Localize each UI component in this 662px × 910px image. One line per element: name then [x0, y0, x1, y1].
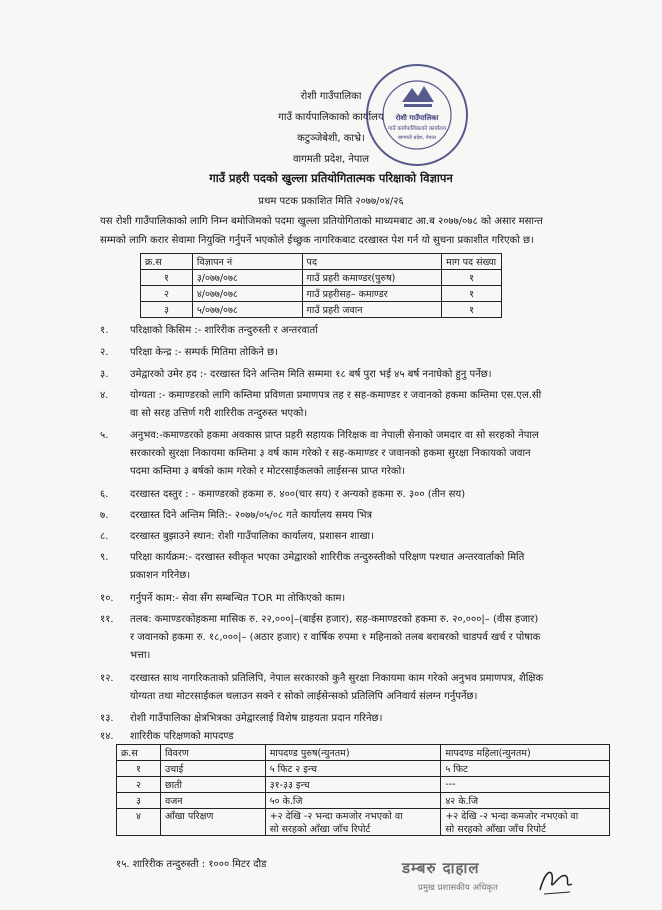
item-line: अनुभव:-कमाण्डरको हकमा अवकास प्राप्त प्रहरी सहायक निरिक्षक वा नेपाली सेनाको जमदार वा सो सरहको नेपाल	[130, 430, 539, 441]
signatory-name: डम्बरु दाहाल	[402, 859, 480, 877]
item-line: भत्ता।	[130, 650, 151, 661]
seal-text-3: बागमती प्रदेश, नेपाल	[397, 135, 437, 141]
cell-line: +२ देखि -२ भन्दा कमजोर नभएको वा	[269, 811, 403, 822]
table-cell: आँखा परिक्षण	[160, 809, 265, 836]
table-cell	[265, 809, 441, 836]
publish-date: प्रथम पटक प्रकाशित मिति २०७७/०४/२६	[258, 196, 404, 207]
item-line: रोशी गाउँपालिका क्षेत्रभित्रका उमेद्वारलाई विशेष ग्राहयता प्रदान गरिनेछ।	[130, 713, 383, 724]
fitness-table	[116, 744, 610, 836]
notice-title: गाउँ प्रहरी पदको खुल्ला प्रतियोगितात्मक परिक्षाको विज्ञापन	[209, 171, 453, 185]
table-cell: ५/०७७/०७८	[192, 302, 302, 318]
table-cell: १	[442, 302, 502, 318]
table-row	[117, 793, 610, 809]
item-line: परिक्षा कार्यक्रम:- दरखास्त स्वीकृत भएका उमेद्वारको शारिरीक तन्दुरुस्तीको परिक्षण पश्चात अन्तरवार्ताको मिति	[130, 552, 525, 563]
table-cell: ४	[117, 809, 161, 836]
post-table	[140, 253, 502, 318]
table-cell: ३१-३३ इन्च	[265, 777, 441, 793]
table-cell: वजन	[160, 793, 265, 809]
item-number: ७.	[100, 510, 109, 521]
table-cell: उचाई	[160, 761, 265, 777]
table-row	[117, 777, 610, 793]
item-number: ९.	[100, 552, 109, 563]
intro-paragraph	[100, 212, 645, 250]
table-cell: २	[141, 286, 193, 302]
post-header-cell: विज्ञापन नं	[192, 254, 302, 270]
table-cell: ४२ के.जि	[441, 793, 610, 809]
fitness-header-cell: मापदण्ड पुरुष(न्युनतम)	[265, 745, 441, 761]
item-line: योग्यता तथा मोटरसाईकल चलाउन सक्ने र सोको लाईसेन्सको प्रतिलिपि अनिवार्य संलग्न गर्नुपर्नेछ।	[130, 691, 478, 702]
fitness-header-cell: मापदण्ड महिला(न्युनतम)	[441, 745, 610, 761]
item-number: ६.	[100, 489, 109, 500]
item-number: ११.	[100, 614, 114, 625]
table-cell	[441, 809, 610, 836]
footer-item-text: १५. शारिरीक तन्दुरुस्ती : १००० मिटर दौड	[116, 859, 267, 870]
item-line: प्रकाशन गरिनेछ।	[130, 570, 191, 581]
intro-line-1: यस रोशी गाउँपालिकाको लागि निम्न बमोजिमको पदमा खुल्ला प्रतियोगिताको माध्यमबाट आ.ब २०७७/०७८ को असार मसान्त	[100, 216, 543, 227]
item-number: ३.	[100, 369, 109, 380]
item-line: र जवानको हकमा रु. १८,०००|– (अठार हजार) र वार्षिक रुपमा १ महिनाको तलब बराबरको चाडपर्व खर्च र पोषाक	[130, 632, 541, 643]
table-cell: ५ फिट	[441, 761, 610, 777]
table-row	[117, 761, 610, 777]
table-row	[141, 286, 502, 302]
table-cell: १	[442, 286, 502, 302]
fitness-header-cell: क्र.स	[117, 745, 161, 761]
item-line: परिक्षा केन्द्र :- सम्पर्क मितिमा तोकिने छ।	[130, 347, 278, 358]
table-cell: ३	[141, 302, 193, 318]
table-cell: गाउँ प्रहरी कमाण्डर(पुरुष)	[302, 270, 442, 286]
table-cell: १	[141, 270, 193, 286]
item-line: योग्यता :- कमाण्डरको लागि कम्तिमा प्रविणता प्रमाणपत्र तह र सह-कमाण्डर र जवानको हकमा कम्तिमा एस.एल.सी	[130, 390, 542, 401]
table-cell: ४/०७७/०७८	[192, 286, 302, 302]
post-header-cell: पद	[302, 254, 442, 270]
item-number: १२.	[100, 673, 114, 684]
table-cell: छाती	[160, 777, 265, 793]
fitness-table-header	[117, 745, 610, 761]
cell-line: सो सरहको आँखा जाँच रिपोर्ट	[269, 824, 371, 835]
table-cell: गाउँ प्रहरीसह– कमाण्डर	[302, 286, 442, 302]
table-row	[141, 270, 502, 286]
post-header-cell: क्र.स	[141, 254, 193, 270]
table-row	[117, 809, 610, 836]
item-line: दरखास्त साथ नागरिकताको प्रतिलिपि, नेपाल सरकारको कुनै सुरक्षा निकायमा काम गरेको अनुभव प्रमाणपत्र, शैक्षिक	[130, 673, 544, 684]
office-subname: गाउँ कार्यपालिकाको कार्यालय	[278, 112, 384, 123]
intro-line-2: सम्मको लागि करार सेवामा नियुक्ति गर्नुपर्ने भएकोले ईच्छुक नागरिकबाट दरखास्त पेश गर्न यो सुचना प्रकाशीत गरिएको छ।	[100, 235, 534, 246]
table-cell: ---	[441, 777, 610, 793]
item-number: १०.	[100, 593, 114, 604]
handwritten-signature-icon	[536, 862, 576, 898]
item-line: सरकारको सुरक्षा निकायमा कम्तिमा ३ वर्ष काम गरेको र सह-कमाण्डर र जवानको हकमा सुरक्षा निकायको जवान	[130, 448, 531, 459]
post-table-header	[141, 254, 502, 270]
item-line: दरखास्त दस्तुर : - कमाण्डरको हकमा रु. ४००(चार सय) र अन्यको हकमा रु. ३०० (तीन सय)	[130, 489, 466, 500]
table-cell: ५ फिट २ इन्च	[265, 761, 441, 777]
item-number: १३.	[100, 713, 114, 724]
table-cell: १	[442, 270, 502, 286]
seal-text-1: रोशी गाउँपालिका	[395, 114, 439, 122]
post-header-cell: माग पद संख्या	[442, 254, 502, 270]
office-address: कटुञ्जेबेशी, काभ्रे।	[297, 133, 365, 144]
item-number: ४.	[100, 390, 109, 401]
item-number: ५.	[100, 430, 109, 441]
cell-line: सो सरहको आँखा जाँच रिपोर्ट	[445, 824, 546, 835]
signatory-title: प्रमुख प्रशासकीय अधिकृत	[418, 883, 498, 893]
item-line: परिक्षाको किसिम :- शारिरीक तन्दुरुस्ती र अन्तरवार्ता	[130, 325, 318, 336]
item-number: २.	[100, 347, 109, 358]
fitness-header-cell: विवरण	[160, 745, 265, 761]
office-province: वागमती प्रदेश, नेपाल	[293, 154, 369, 165]
item-line: शारिरीक परिक्षणको मापदण्ड	[130, 731, 234, 742]
table-cell: ५० के.जि	[265, 793, 441, 809]
item-line: गर्नुपर्ने काम:- सेवा सँग सम्बन्धित TOR मा तोकिएको काम।	[130, 593, 346, 604]
item-line: तलब: कमाण्डरकोहकमा मासिक रु. २२,०००|–(बाईस हजार), सह-कमाण्डरको हकमा रु. २०,०००|– (वीस हजार)	[130, 614, 539, 625]
seal-text-2: गाउँ कार्यपालिकाको कार्यालय	[387, 126, 447, 132]
item-line: पदमा कम्तिमा ३ बर्षको काम गरेको र मोटरसाईकलको लाईसन्स प्राप्त गरेको।	[130, 466, 405, 477]
item-line: दरखास्त दिने अन्तिम मिति:- २०७७/०५/०८ गते कार्यालय समय भित्र	[130, 510, 373, 521]
office-name: रोशी गाउँपालिका	[300, 91, 362, 102]
item-line: दरखास्त बुझाउने स्थान: रोशी गाउँपालिका कार्यालय, प्रशासन शाखा।	[130, 531, 374, 542]
table-row	[141, 302, 502, 318]
office-seal-stamp	[362, 60, 472, 170]
table-cell: ३/०७७/०७८	[192, 270, 302, 286]
table-cell: गाउँ प्रहरी जवान	[302, 302, 442, 318]
table-cell: ३	[117, 793, 161, 809]
table-cell: १	[117, 761, 161, 777]
item-number: ८.	[100, 531, 109, 542]
cell-line: +२ देखि -२ भन्दा कमजोर नभएको वा	[445, 811, 579, 822]
item-number: १.	[100, 325, 109, 336]
item-number: १४.	[100, 731, 114, 742]
item-line: उमेद्वारको उमेर हद :- दरखास्त दिने अन्तिम मिति सम्ममा १८ बर्ष पुरा भई ४५ बर्ष ननाघेको हुनु पर्नेछ।	[130, 369, 492, 380]
table-cell: २	[117, 777, 161, 793]
item-line: वा सो सरह उत्तिर्ण गरी शारिरीक तन्दुरुस्त भएको।	[130, 408, 308, 419]
